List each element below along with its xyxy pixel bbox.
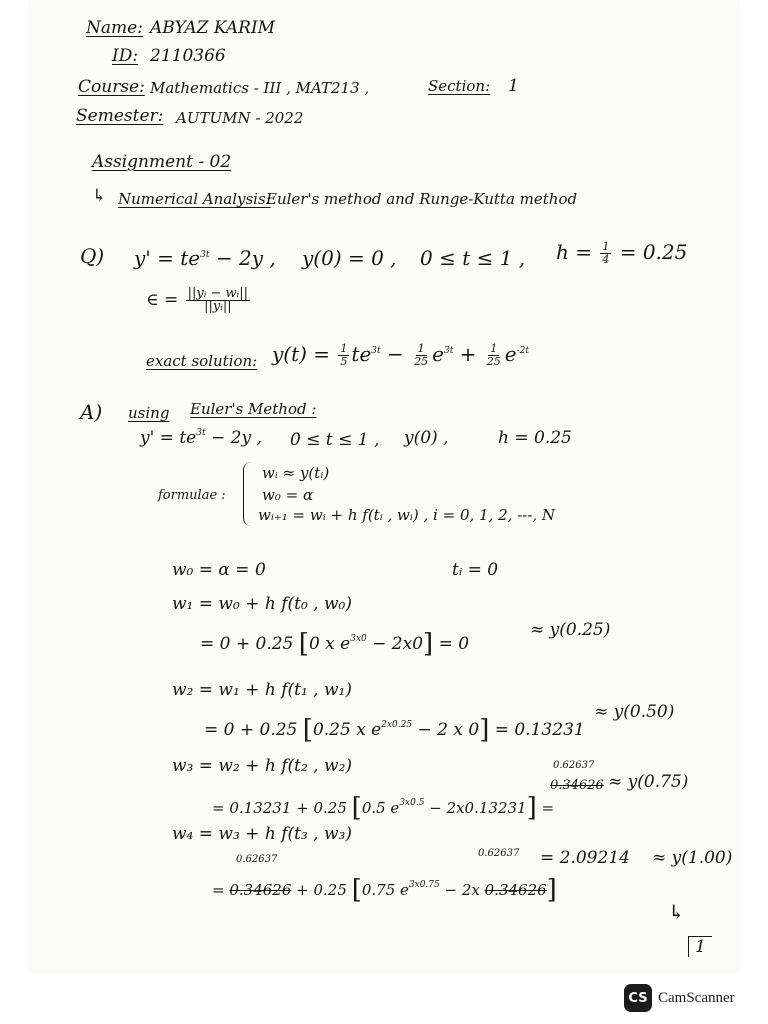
w4-computation: = 0.34626 + 0.25 [0.75 $e^{3x0.75} - 2x$ 0.34626] bbox=[212, 875, 557, 905]
question-interval: 0 ≤ t ≤ 1 , bbox=[420, 246, 526, 270]
answer-label: A) bbox=[80, 400, 103, 424]
answer-initial: y(0) , bbox=[404, 428, 449, 448]
section-value: 1 bbox=[508, 76, 519, 96]
page-number: 1 bbox=[688, 936, 712, 957]
answer-interval: 0 ≤ t ≤ 1 , bbox=[290, 430, 380, 450]
topic-value: Euler's method and Runge-Kutta method bbox=[266, 190, 578, 208]
w2-computation: = 0 + 0.25 [0.25 x $e^{2x0.25} - 2$ x 0] = 0.13231 bbox=[204, 715, 585, 745]
id-label: ID: bbox=[112, 46, 139, 66]
error-formula: ∈ = $\frac{\text{||yᵢ − wᵢ||}}{\text{||yᵢ||}}$ bbox=[146, 286, 249, 314]
w2-definition: w₂ = w₁ + h f(t₁ , w₁) bbox=[172, 680, 352, 700]
formulae-brace bbox=[243, 462, 253, 526]
w3-result-struck: 0.34626 bbox=[550, 778, 604, 793]
w4-inner-correction: 0.62637 bbox=[478, 848, 520, 859]
w4-w3-correction: 0.62637 bbox=[236, 854, 278, 865]
id-value: 2110366 bbox=[150, 46, 226, 66]
continue-arrow: ↳ bbox=[668, 900, 685, 924]
w1-computation: = 0 + 0.25 [0 x $e^{3x0} - 2x0] = 0$ bbox=[200, 629, 470, 659]
w3-computation: = 0.13231 + 0.25 [0.5 $e^{3x0.5} - 2x0.13231$] = bbox=[212, 793, 555, 823]
name-label: Name: bbox=[86, 18, 143, 38]
camscanner-watermark bbox=[624, 984, 735, 1012]
exact-solution-label: exact solution: bbox=[146, 352, 258, 370]
question-ode: $y' = te^{3t} - 2y$ , bbox=[134, 246, 276, 270]
exact-solution: y(t) = $\frac{1}{5}$ $te^{3t}$ − $\frac{1}{25}$ $e^{3t}$ + $\frac{1}{25}$ $e^{-2t}$ bbox=[272, 342, 530, 368]
question-label: Q) bbox=[80, 244, 105, 268]
name-value: ABYAZ KARIM bbox=[150, 18, 276, 38]
formula-recurrence: wᵢ₊₁ = wᵢ + h f(tᵢ , wᵢ) , i = 0, 1, 2, ---, N bbox=[258, 506, 556, 524]
answer-step: h = 0.25 bbox=[498, 428, 572, 448]
formula-initial: w₀ = α bbox=[262, 486, 314, 504]
assignment-title: Assignment - 02 bbox=[92, 152, 232, 172]
w4-approx: ≈ y(1.00) bbox=[652, 848, 733, 868]
section-label: Section: bbox=[428, 77, 491, 95]
w3-definition: w₃ = w₂ + h f(t₂ , w₂) bbox=[172, 756, 352, 776]
w3-approx: ≈ y(0.75) bbox=[608, 772, 689, 792]
t0-line: tᵢ = 0 bbox=[452, 560, 499, 580]
semester-label: Semester: bbox=[76, 106, 164, 126]
w2-approx: ≈ y(0.50) bbox=[594, 702, 675, 722]
w4-result: = 2.09214 bbox=[540, 848, 630, 868]
course-value: Mathematics - III , MAT213 , bbox=[150, 79, 370, 97]
formulae-label: formulae : bbox=[158, 488, 226, 503]
answer-ode: $y' = te^{3t} - 2y$ , bbox=[140, 428, 262, 448]
semester-value: AUTUMN - 2022 bbox=[176, 109, 304, 127]
method-title: Euler's Method : bbox=[190, 400, 317, 418]
w4-definition: w₄ = w₃ + h f(t₃ , w₃) bbox=[172, 824, 352, 844]
camscanner-logo-icon: CS bbox=[624, 984, 652, 1012]
topic-label: Numerical Analysis: bbox=[118, 190, 271, 208]
course-label: Course: bbox=[78, 77, 145, 97]
topic-arrow: ↳ bbox=[92, 186, 107, 206]
w0-line: w₀ = α = 0 bbox=[172, 560, 266, 580]
w1-definition: w₁ = w₀ + h f(t₀ , w₀) bbox=[172, 594, 352, 614]
question-step: h = $\frac{1}{4}$ = 0.25 bbox=[556, 240, 688, 266]
w1-approx: ≈ y(0.25) bbox=[530, 620, 611, 640]
using-label: using bbox=[128, 404, 170, 422]
camscanner-name: CamScanner bbox=[658, 989, 735, 1006]
formula-approx: wᵢ ≈ y(tᵢ) bbox=[262, 464, 330, 482]
question-initial-condition: y(0) = 0 , bbox=[302, 246, 397, 270]
handwritten-page bbox=[30, 0, 738, 972]
w3-result-correction: 0.62637 bbox=[553, 760, 595, 771]
